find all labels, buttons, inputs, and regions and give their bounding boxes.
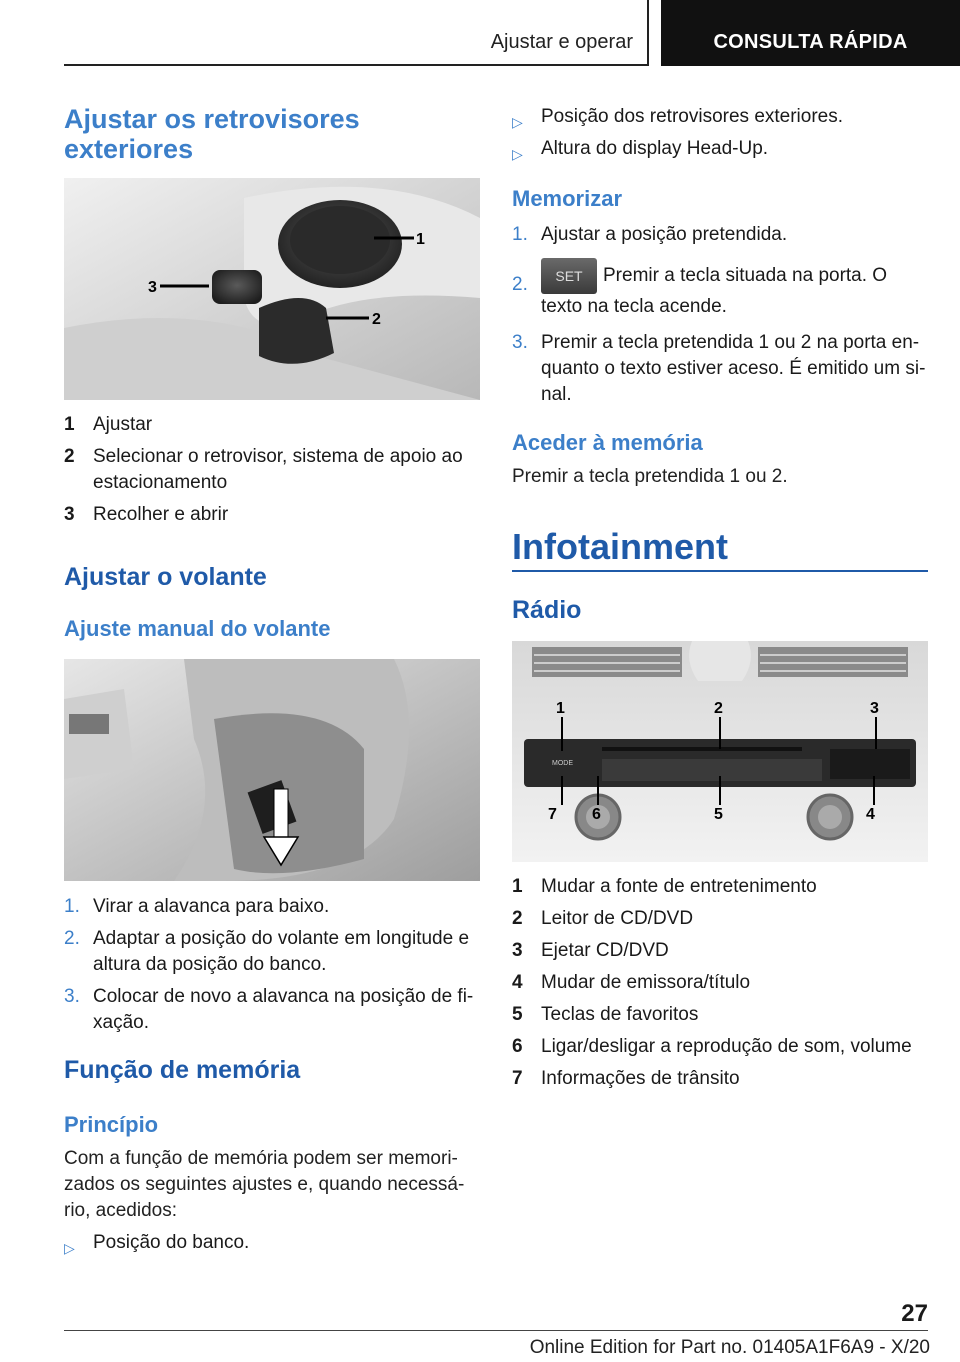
section-rule [512,570,928,572]
heading-principle: Princípio [64,1112,159,1137]
wheel-step-3: 3. Colocar de novo a alavanca na posição de fi-xação. [64,986,474,1033]
radio-callout-7: 7 [548,806,557,823]
svg-text:MODE: MODE [552,760,573,767]
mirror-item-2: 2 Selecionar o retrovisor, sistema de apoio ao estacionamento [64,446,463,493]
mirror-controls-figure [64,178,480,400]
radio-item-6: 6 Ligar/desligar a reprodução de som, volume [512,1036,912,1057]
heading-wheel: Ajustar o volante [64,563,267,591]
chapter-tab[interactable]: CONSULTA RÁPIDA [661,0,960,66]
heading-infotainment: Infotainment [512,526,728,567]
principle-text: Com a função de memória podem ser memori-zados os seguintes ajustes e, quando necessá-rio, acedidos: [64,1148,465,1221]
radio-item-3: 3 Ejetar CD/DVD [512,940,669,961]
radio-callout-6: 6 [592,806,601,823]
heading-memorize: Memorizar [512,186,623,211]
mirror-callout-2: 2 [372,311,381,328]
footer-rule [64,1330,928,1331]
radio-callout-2: 2 [714,700,723,717]
set-key-icon: SET [541,258,597,294]
heading-mirrors: Ajustar os retrovisores exteriores [64,104,360,164]
wheel-step-1: 1. Virar a alavanca para baixo. [64,896,330,917]
memorize-step-1: 1. Ajustar a posição pretendida. [512,224,788,245]
radio-item-4: 4 Mudar de emissora/título [512,972,751,993]
mirror-callout-1: 1 [416,231,425,248]
recall-text: Premir a tecla pretendida 1 ou 2. [512,466,788,487]
footer-edition: Online Edition for Part no. 01405A1F6A9 - X/20 [529,1337,930,1358]
page-number: 27 [901,1300,928,1327]
favorite-buttons [602,759,822,781]
radio-callout-4: 4 [866,806,875,823]
memorize-step-2: 2. SET Premir a tecla situada na porta. O texto na tecla acende. [512,258,928,320]
radio-panel-figure [512,641,928,862]
wheel-step-2: 2. Adaptar a posição do volante em longitude e altura da posição do banco. [64,928,470,975]
section-title: Ajustar e operar [64,0,649,66]
memory-bullet-hud: ▷ Altura do display Head-Up. [512,138,769,162]
heading-memory: Função de memória [64,1056,301,1084]
steering-column-figure [64,659,480,881]
radio-callout-1: 1 [556,700,565,717]
radio-item-5: 5 Teclas de favoritos [512,1004,699,1025]
heading-recall: Aceder à memória [512,430,703,455]
radio-item-7: 7 Informações de trânsito [512,1068,740,1089]
radio-item-2: 2 Leitor de CD/DVD [512,908,694,929]
memorize-step-3: 3. Premir a tecla pretendida 1 ou 2 na porta en-quanto o texto estiver aceso. É emitido um si-nal. [512,332,926,405]
heading-wheel-manual: Ajuste manual do volante [64,616,331,641]
radio-callout-3: 3 [870,700,879,717]
heading-radio: Rádio [512,596,582,624]
memory-bullet-mirrors: ▷ Posição dos retrovisores exteriores. [512,106,844,130]
page-header [64,0,960,66]
mirror-callout-3: 3 [148,279,157,296]
memory-bullet-seat: ▷ Posição do banco. [64,1232,250,1256]
radio-callout-5: 5 [714,806,723,823]
mirror-item-1: 1 Ajustar [64,414,153,435]
radio-item-1: 1 Mudar a fonte de entretenimento [512,876,817,897]
mirror-item-3: 3 Recolher e abrir [64,504,229,525]
